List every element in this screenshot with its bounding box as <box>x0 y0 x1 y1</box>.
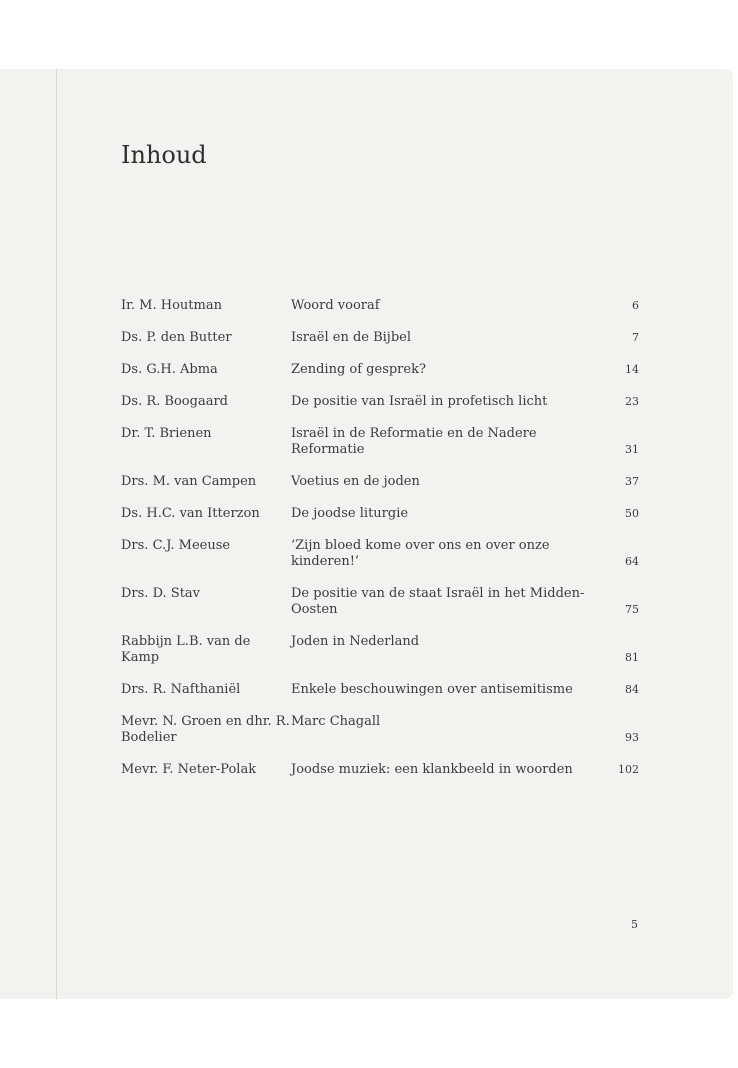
toc-chapter: De positie van de staat Israël in het Midden-Oosten <box>291 586 585 617</box>
toc-entry <box>121 762 641 778</box>
page-gutter <box>56 69 57 999</box>
book-page <box>0 69 733 999</box>
toc-chapter: De joodse liturgie <box>291 506 409 521</box>
page-number: 5 <box>631 918 638 931</box>
toc-author: Ds. G.H. Abma <box>121 362 218 377</box>
toc-chapter: ‘Zijn bloed kome over ons en over onze kinderen!’ <box>291 538 550 569</box>
toc-page-number: 7 <box>632 331 639 344</box>
toc-author: Ds. R. Boogaard <box>121 394 228 409</box>
toc-entry <box>121 634 641 666</box>
toc-entry <box>121 506 641 522</box>
toc-entry <box>121 538 641 570</box>
toc-author: Drs. M. van Campen <box>121 474 257 489</box>
toc-author: Drs. R. Nafthaniël <box>121 682 241 697</box>
toc-page-number: 23 <box>625 395 639 408</box>
toc-chapter: Joden in Nederland <box>291 634 420 649</box>
toc-chapter: Zending of gesprek? <box>291 362 426 377</box>
toc-author: Ds. H.C. van Itterzon <box>121 506 260 521</box>
toc-page-number: 50 <box>625 507 639 520</box>
toc-entry <box>121 330 641 346</box>
toc-author: Dr. T. Brienen <box>121 426 212 441</box>
table-of-contents <box>121 298 641 778</box>
toc-page-number: 93 <box>625 731 639 744</box>
toc-chapter: Israël en de Bijbel <box>291 330 412 345</box>
toc-entry <box>121 474 641 490</box>
toc-entry <box>121 682 641 698</box>
toc-page-number: 31 <box>625 443 639 456</box>
toc-chapter: Joodse muziek: een klankbeeld in woorden <box>291 762 573 777</box>
toc-page-number: 102 <box>618 763 639 776</box>
toc-author: Rabbijn L.B. van de Kamp <box>121 634 251 665</box>
toc-entry <box>121 426 641 458</box>
toc-page-number: 75 <box>625 603 639 616</box>
toc-entry <box>121 362 641 378</box>
toc-author: Drs. C.J. Meeuse <box>121 538 231 553</box>
toc-chapter: Israël in de Reformatie en de Nadere Reformatie <box>291 426 537 457</box>
toc-entry <box>121 298 641 314</box>
toc-page-number: 6 <box>632 299 639 312</box>
toc-chapter: De positie van Israël in profetisch licht <box>291 394 548 409</box>
toc-author: Mevr. N. Groen en dhr. R. Bodelier <box>121 714 290 745</box>
toc-author: Mevr. F. Neter-Polak <box>121 762 257 777</box>
toc-author: Ds. P. den Butter <box>121 330 232 345</box>
toc-entry <box>121 586 641 618</box>
toc-page-number: 64 <box>625 555 639 568</box>
toc-page-number: 14 <box>625 363 639 376</box>
toc-chapter: Enkele beschouwingen over antisemitisme <box>291 682 573 697</box>
toc-chapter: Marc Chagall <box>291 714 381 729</box>
page-title: Inhoud <box>121 141 207 169</box>
toc-entry <box>121 714 641 746</box>
toc-author: Ir. M. Houtman <box>121 298 222 313</box>
toc-page-number: 37 <box>625 475 639 488</box>
toc-page-number: 81 <box>625 651 639 664</box>
toc-chapter: Woord vooraf <box>291 298 380 313</box>
toc-entry <box>121 394 641 410</box>
toc-author: Drs. D. Stav <box>121 586 201 601</box>
toc-chapter: Voetius en de joden <box>291 474 420 489</box>
toc-page-number: 84 <box>625 683 639 696</box>
